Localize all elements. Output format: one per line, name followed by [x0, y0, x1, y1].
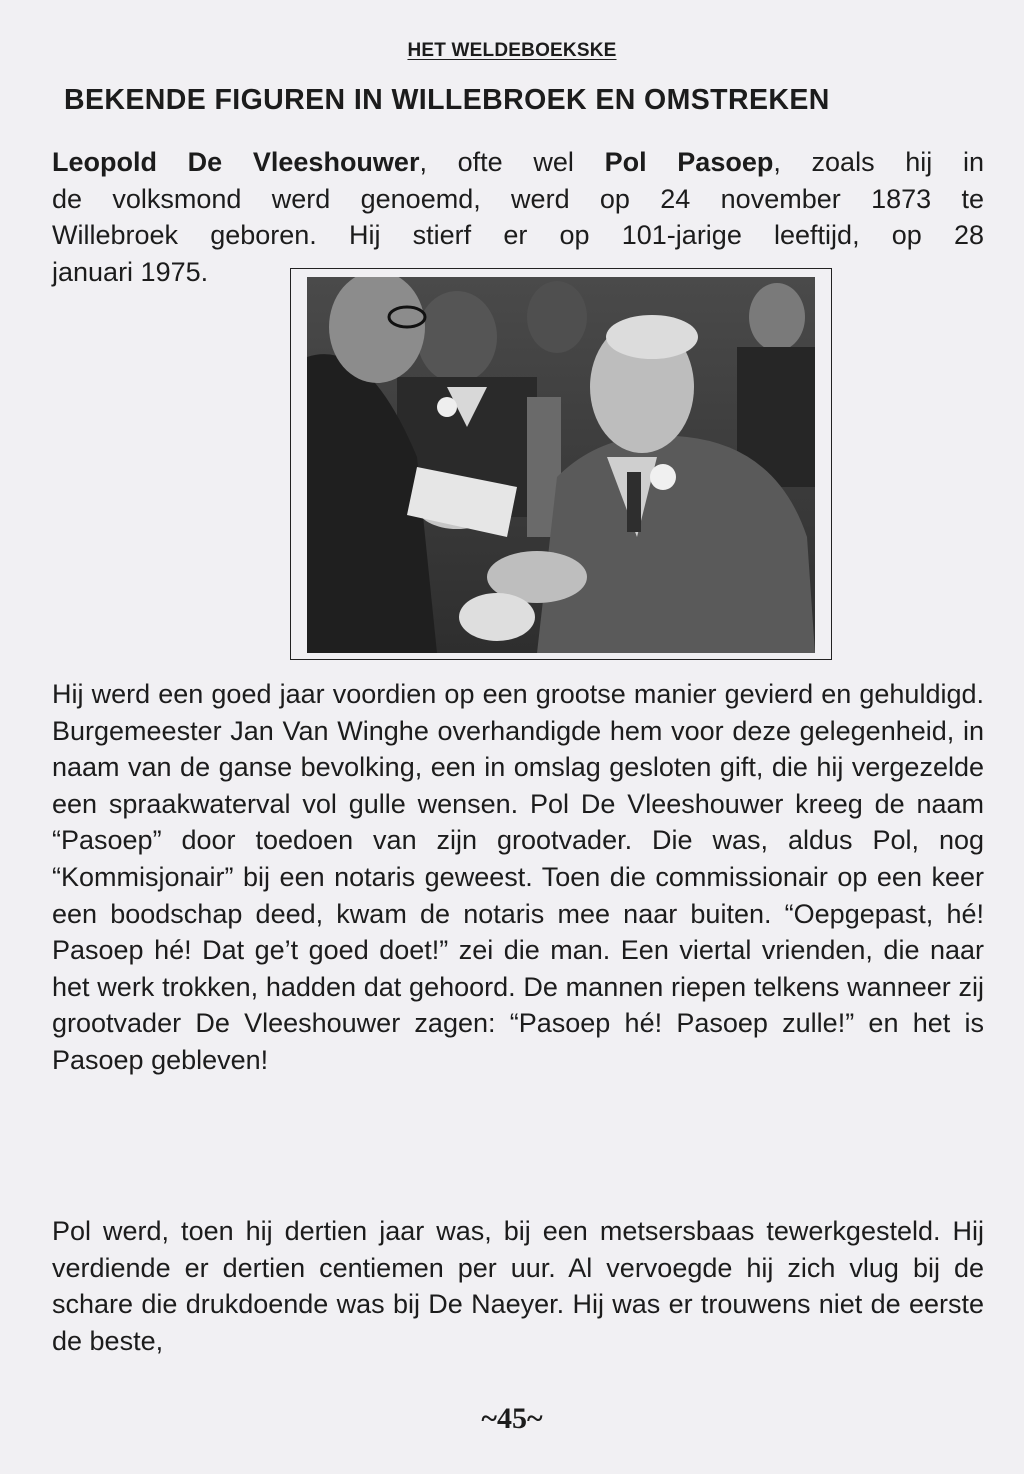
ceremony-photo-illustration [307, 277, 815, 653]
lapel-flower [437, 397, 457, 417]
page-number: ~45~ [481, 1402, 543, 1435]
intro-line-1: Leopold De Vleeshouwer, ofte wel Pol Pasoep, zoals hij in [52, 147, 984, 177]
elderly-man-hair [606, 315, 698, 359]
body-paragraph-3: Pol werd, toen hij dertien jaar was, bij een metsersbaas tewerkgesteld. Hij verdiende er dertien centiemen per uur. Al vervoegde hij zich vlug bij de schare die drukdoende was bij De Naeyer. Hij was er trouwens niet de eerste de beste, [52, 1216, 984, 1356]
person-nickname: Pol Pasoep [604, 147, 774, 177]
crowd-figure [749, 283, 805, 351]
person-name: Leopold De Vleeshouwer [52, 147, 420, 177]
intro-line-3: Willebroek geboren. Hij stierf er op 101-jarige leeftijd, op 28 [52, 220, 984, 251]
handkerchief [459, 593, 535, 641]
intro-line-2: de volksmond werd genoemd, werd op 24 november 1873 te [52, 183, 984, 214]
crowd-figure [527, 281, 587, 353]
photo-frame [290, 268, 832, 660]
body-paragraph-2: Hij werd een goed jaar voordien op een grootse manier gevierd en gehuldigd. Burgemeester Jan Van Winghe overhandigde hem voor deze gelegenheid, in naam van de ganse bevolking, een in omslag gesloten gift, die hij vergezelde een spraakwaterval vol gulle wensen. Pol De Vleeshouwer kreeg de naam “Pasoep” door toedoen van zijn grootvader. Die was, aldus Pol, nog “Kommisjonair” bij een notaris geweest. Toen die commissionair op een keer een boodschap deed, kwam de notaris mee naar buiten. “Oepgepast, hé! Pasoep hé! Dat ge’t goed doet!” zei die man. Een viertal vrienden, die naar het werk trokken, hadden dat gehoord. De mannen riepen telkens wanneer zij grootvader De Vleeshouwer zagen: “Pasoep hé! Pasoep zulle!” en het is Pasoep gebleven! [52, 679, 984, 1075]
running-head: HET WELDEBOEKSKE [407, 40, 617, 61]
crowd-figure [417, 291, 497, 383]
elderly-man-flower [650, 464, 676, 490]
intro-line-4: januari 1975. [52, 256, 209, 287]
section-title: BEKENDE FIGUREN IN WILLEBROEK EN OMSTREKEN [64, 84, 830, 116]
ceremony-photo [307, 277, 815, 653]
elderly-man-tie [627, 472, 641, 532]
